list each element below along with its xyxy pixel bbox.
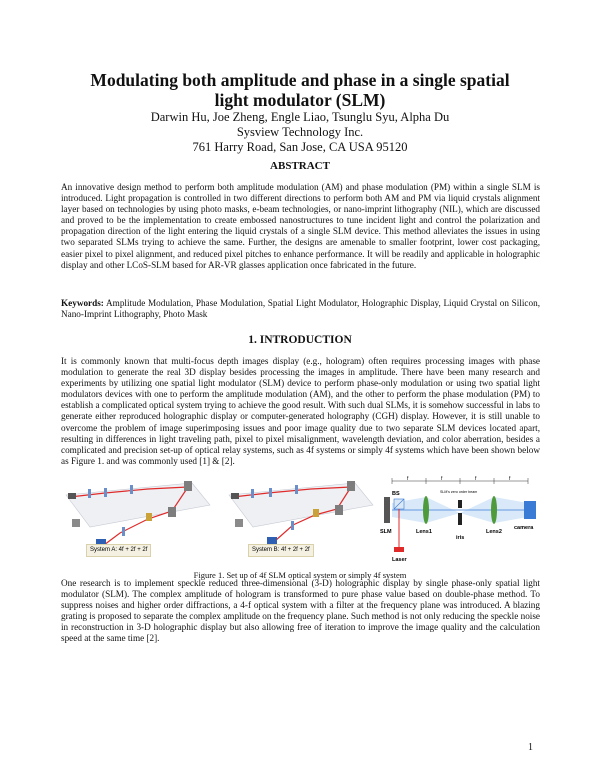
figure-caption: Figure 1. Set up of 4f SLM optical system or simply 4f system (193, 570, 407, 580)
polarizer-a (88, 489, 91, 498)
slm1-a (184, 481, 192, 491)
section-heading-introduction: 1. INTRODUCTION (248, 334, 352, 346)
beam-splitter-a (146, 513, 152, 521)
keywords-label: Keywords: (61, 298, 104, 308)
camera-label: camera (514, 525, 534, 531)
slm-label: SLM (380, 529, 392, 535)
lens-b2 (295, 485, 298, 494)
mount-a (72, 519, 80, 527)
laser-label: Laser (392, 557, 407, 563)
affiliation: Sysview Technology Inc. (236, 125, 364, 139)
lens-a2 (130, 485, 133, 494)
lens-a1 (104, 488, 107, 497)
figure-1 (60, 475, 540, 565)
iris-bottom (458, 513, 462, 525)
laser-block-b (231, 493, 239, 499)
focal-label-3: f (475, 476, 477, 482)
slm2-a (168, 507, 176, 517)
intro-paragraph-1: It is commonly known that multi-focus depth images display (e.g., hologram) often requires processing images with phase modulation to generate the real 3D display besides processing the images in amplitude. There have been many research and experiments by utilizing one spatial light modulator (SLM) device to perform phase-only modulation or using two spatial light modulators devices with one to perform the amplitude modulation (AM), and the other to perform the phase modulation (PM) to establish a complicated optical system trying to achieve the good result. With such dual SLMs, it is somehow successful in labs to generate either reproduced holographic display or computer-generated holography (CGH) display. However, it is still unable to overcome the problem of image superimposing issues and poor image quality due to two separate SLM devices located apart, resulting in differences in light traveling path, pixel to pixel misalignment, wavelength deviation, and color aberration, besides a complicated and precision set-up of optical relay systems, such as 4f systems or simply 4f systems which have been shown below as Figure 1. and was commonly used [1] & [2]. (61, 356, 540, 466)
panel-b-label: System B: 4f + 2f + 2f (248, 544, 314, 557)
camera-sensor (524, 501, 536, 519)
keywords (61, 298, 540, 320)
page-number: 1 (528, 742, 533, 753)
panel-a-label: System A: 4f + 2f + 2f (86, 544, 151, 557)
author-list: Darwin Hu, Joe Zheng, Engle Liao, Tsunglu Syu, Alpha Du (150, 110, 450, 124)
lens2-label: Lens2 (486, 529, 502, 535)
abstract-text: An innovative design method to perform both amplitude modulation (AM) and phase modulation (PM) within a single SLM is introduced. Light propagation is controlled in two different directions to perform both AM and PM via liquid crystals alignment layer based on technologies by using photo masks, e-beam technologies, or nano-imprint lithography (NIL), which are discussed and proved to be the implementation to create embossed nanostructures to tune incident light and control the polarization and propagation direction of the light entering the liquid crystals of a single SLM device. This method alleviates the issues in using two separated SLMs trying to achieve the same. Further, the designs are amenable to smaller footprint, lower cost packaging, easier pixel to pixel alignment, and reduced pixel pitches to enhance performance. It will be readily and applicable in holographic display and other LCoS-SLM based for AR-VR glasses application once fabricated in the future. (61, 182, 540, 270)
slm-device (384, 497, 390, 523)
lens-b1 (269, 488, 272, 497)
iris-top (458, 500, 462, 508)
iris-label: iris (456, 535, 465, 541)
slm2-b (335, 505, 343, 515)
laser-block-a (68, 493, 76, 499)
lens1-label: Lens1 (416, 529, 432, 535)
lens-b3 (291, 521, 294, 530)
focal-label-1: f (407, 476, 409, 482)
laser-source (394, 547, 404, 552)
figure-panel-c (378, 475, 540, 565)
lens-a3 (122, 527, 125, 536)
focal-label-4: f (509, 476, 511, 482)
focal-label-2: f (441, 476, 443, 482)
paper-title: Modulating both amplitude and phase in a single spatial light modulator (SLM) (90, 70, 510, 110)
bs-label: BS (392, 491, 400, 497)
keywords-text: Amplitude Modulation, Phase Modulation, Spatial Light Modulator, Holographic Display, Liquid Crystal on Silicon, Nano-Imprint Lithography, Photo Mask (61, 298, 540, 320)
intro-paragraph-2: One research is to implement speckle reduced three-dimensional (3-D) holographic display by single phase-only spatial light modulator (SLM). The complex amplitude of hologram is transformed to pure phase value based on double-phase method. To suppress noises and higher order diffractions, a 4-f optical system with a filter at the frequency plane was introduced. A blazing grating is proposed to separate the complex amplitude on the frequency plane. Such method is not only reducing the speckle noise in reconstruction in 3-D holographic display but also allowing free of iteration to improve the image quality and the calculation speed at the same time [2]. (61, 578, 540, 644)
lens1 (423, 496, 429, 524)
slm1-b (347, 481, 355, 491)
mount-b (235, 519, 243, 527)
address: 761 Harry Road, San Jose, CA USA 95120 (192, 140, 408, 154)
zero-order-label: SLM's zero order beam (440, 490, 478, 494)
lens2 (491, 496, 497, 524)
abstract-heading: ABSTRACT (270, 160, 330, 172)
beam-splitter-b (313, 509, 319, 517)
polarizer-b (251, 489, 254, 498)
